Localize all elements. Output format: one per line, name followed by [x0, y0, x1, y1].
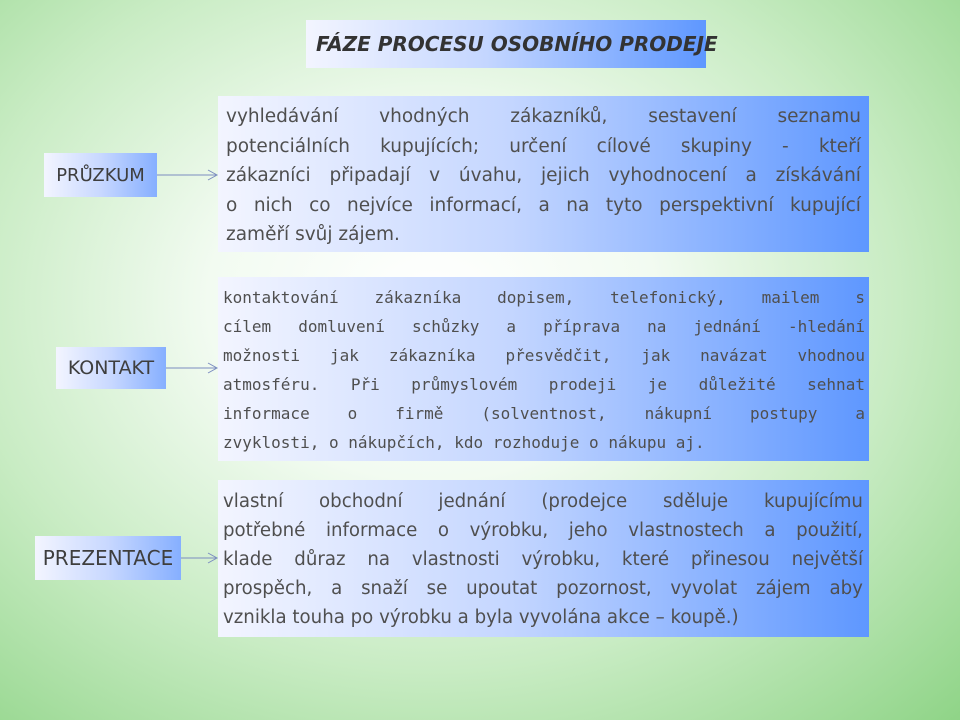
description-word: potenciálních	[226, 135, 350, 157]
description-line	[223, 370, 865, 399]
phase-label-prezentace: PREZENTACE	[42, 546, 174, 570]
description-word: (prodejce	[541, 491, 628, 512]
description-word: dopisem,	[497, 288, 575, 307]
description-word: a	[745, 165, 757, 187]
description-word: důležité	[698, 375, 776, 394]
description-word: pozornost,	[556, 578, 652, 599]
description-line	[226, 102, 861, 132]
description-line	[223, 341, 865, 370]
description-word: připadají	[329, 165, 411, 187]
description-word: jeho	[568, 520, 608, 541]
description-word: na	[647, 317, 667, 336]
description-word: vlastní	[223, 491, 284, 512]
phase-description-pruzkum	[218, 96, 869, 252]
description-word: úvahu,	[458, 165, 523, 187]
description-word: možnosti	[223, 346, 301, 365]
description-word: potřebné	[223, 520, 306, 541]
description-word: výrobku,	[469, 520, 549, 541]
description-word: zákazníka	[388, 346, 476, 365]
description-word: vhodných	[379, 106, 470, 127]
description-word: sestavení	[648, 106, 737, 127]
description-word: skupiny	[680, 135, 752, 157]
phase-description-kontakt	[218, 277, 869, 461]
description-word: kupujícímu	[763, 491, 863, 512]
description-word: zákazníci	[226, 165, 311, 187]
description-word: příprava	[543, 317, 621, 336]
description-line	[226, 191, 861, 221]
description-word: kontaktování	[223, 288, 339, 307]
description-word: prodeji	[548, 375, 617, 394]
description-word: co	[309, 194, 331, 216]
description-word: (solventnost,	[481, 404, 607, 423]
description-word: výrobku,	[521, 549, 601, 570]
description-word: Při	[350, 375, 380, 394]
description-word: vyhodnocení	[608, 165, 727, 187]
description-word: -hledání	[787, 317, 865, 336]
description-word: o	[226, 194, 238, 216]
description-word: se	[426, 578, 448, 599]
description-word: jak	[641, 346, 671, 365]
description-word: cílové	[596, 135, 651, 157]
description-word: snaží	[361, 578, 408, 599]
phase-label-box-kontakt	[56, 347, 166, 389]
description-word: o	[347, 404, 358, 423]
description-word: jak	[329, 346, 359, 365]
description-word: mailem	[761, 288, 820, 307]
description-word: přinesou	[690, 549, 770, 570]
description-word: domluvení	[298, 317, 385, 336]
phase-label-pruzkum: PRŮZKUM	[56, 164, 145, 186]
description-word: firmě	[395, 404, 444, 423]
description-line	[226, 132, 861, 162]
description-word: vlastnostech	[628, 520, 744, 541]
description-word: seznamu	[777, 106, 861, 127]
description-line	[223, 574, 863, 603]
description-word: informací,	[429, 194, 522, 216]
description-word: atmosféru.	[223, 375, 320, 394]
description-word: telefonický,	[610, 288, 726, 307]
description-line	[223, 283, 865, 312]
description-word: kupujících;	[380, 135, 480, 157]
description-word: důraz	[294, 549, 346, 570]
phase-label-box-prezentace	[35, 536, 181, 580]
description-word: informace	[325, 520, 418, 541]
arrow-right-icon	[166, 362, 219, 374]
description-word: vyhledávání	[226, 106, 339, 127]
description-line	[223, 516, 863, 545]
phase-label-kontakt: KONTAKT	[67, 357, 155, 379]
description-word: kteří	[818, 135, 861, 157]
arrow-right-icon	[157, 169, 219, 181]
description-word: přesvědčit,	[505, 346, 612, 365]
description-word: perspektivní	[659, 194, 774, 216]
arrow-right-icon	[181, 552, 219, 564]
description-word: průmyslovém	[411, 375, 518, 394]
description-line	[223, 399, 865, 428]
description-line: zaměří svůj zájem.	[226, 224, 400, 246]
description-word: použití,	[796, 520, 863, 541]
description-word: zákazníka	[374, 288, 462, 307]
description-word: jednání	[693, 317, 761, 336]
title-box	[306, 20, 718, 68]
description-word: sděluje	[663, 491, 729, 512]
description-word: -	[782, 135, 789, 157]
description-line	[226, 161, 861, 191]
description-word: nákupní	[644, 404, 712, 423]
description-word: určení	[509, 135, 567, 157]
description-word: informace	[223, 404, 310, 423]
description-word: a	[506, 317, 517, 336]
description-word: je	[647, 375, 668, 394]
description-word: jednání	[438, 491, 506, 512]
description-word: vyvolat	[670, 578, 738, 599]
description-word: na	[566, 194, 590, 216]
description-word: jejich	[541, 165, 590, 187]
page-title: FÁZE PROCESU OSOBNÍHO PRODEJE	[316, 32, 718, 56]
description-word: v	[429, 165, 441, 187]
description-word: postupy	[749, 404, 818, 423]
description-word: schůzky	[411, 317, 480, 336]
description-word: získávání	[775, 165, 861, 187]
description-word: klade	[223, 549, 273, 570]
description-word: navázat	[700, 346, 768, 365]
description-word: kupující	[789, 194, 861, 216]
description-word: cílem	[223, 317, 272, 336]
description-line	[223, 312, 865, 341]
description-word: zájem	[755, 578, 811, 599]
description-word: sehnat	[807, 375, 865, 394]
description-word: na	[367, 549, 391, 570]
description-word: prospěch,	[223, 578, 313, 599]
description-word: o	[437, 520, 449, 541]
description-word: a	[331, 578, 343, 599]
description-word: aby	[829, 578, 863, 599]
description-line: vznikla touha po výrobku a byla vyvolána akce – koupě.)	[223, 607, 739, 628]
phase-label-box-pruzkum	[44, 153, 157, 197]
description-word: obchodní	[319, 491, 403, 512]
phase-description-prezentace	[218, 480, 869, 637]
description-word: a	[855, 404, 865, 423]
description-word: tyto	[605, 194, 643, 216]
description-word: upoutat	[466, 578, 538, 599]
description-word: nejvíce	[347, 194, 413, 216]
description-word: a	[764, 520, 776, 541]
description-word: s	[855, 288, 865, 307]
description-word: nich	[253, 194, 293, 216]
description-word: které	[621, 549, 670, 570]
description-word: největší	[791, 549, 863, 570]
description-word: a	[538, 194, 550, 216]
description-line	[223, 545, 863, 574]
description-word: zákazníků,	[510, 106, 608, 127]
description-word: vhodnou	[797, 346, 865, 365]
description-line: zvyklosti, o nákupčích, kdo rozhoduje o nákupu aj.	[223, 433, 705, 452]
description-word: vlastnosti	[411, 549, 500, 570]
description-line	[223, 487, 863, 516]
